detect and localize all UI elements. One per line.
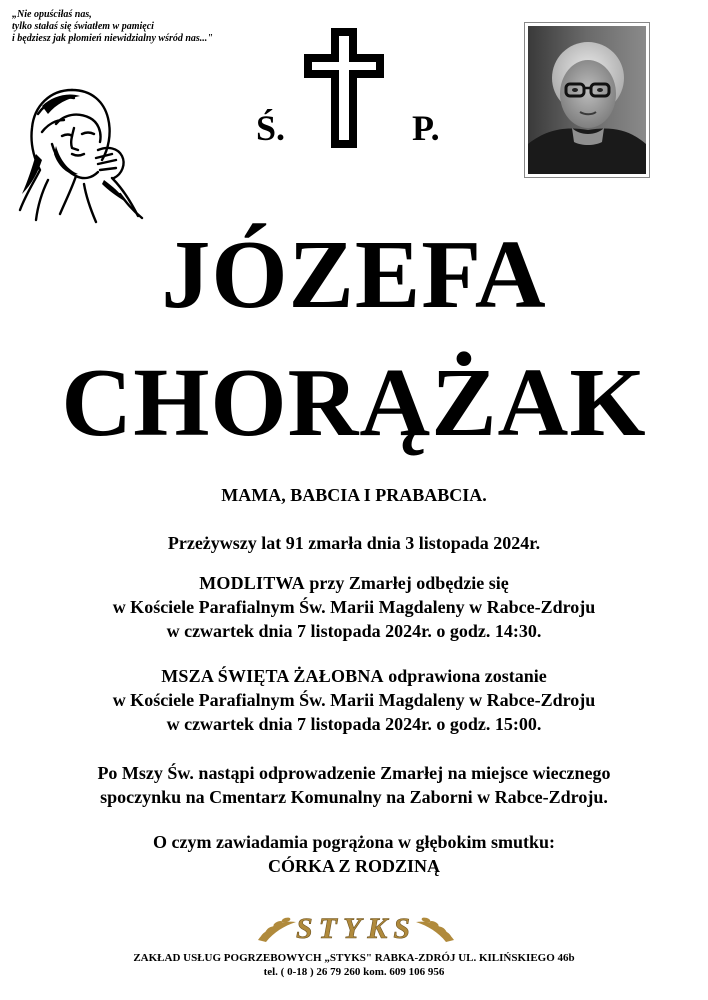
deceased-first-name: JÓZEFA <box>161 221 547 329</box>
mass-line-1-rest: odprawiona zostanie <box>383 666 547 686</box>
closing-line-1: O czym zawiadamia pogrążona w głębokim smutku: <box>153 832 555 852</box>
styks-logo <box>256 906 456 950</box>
burial-line-2: spoczynku na Cmentarz Komunalny na Zaborni w Rabce-Zdroju. <box>100 787 608 807</box>
mass-block <box>0 664 708 736</box>
relation-text: MAMA, BABCIA I PRABABCIA. <box>221 485 487 505</box>
mass-line-3: w czwartek dnia 7 listopada 2024r. o godz. 15:00. <box>166 714 542 734</box>
prayer-line-2: w Kościele Parafialnym Św. Marii Magdaleny w Rabce-Zdroju <box>112 597 596 617</box>
closing-block <box>0 830 708 878</box>
portrait-frame <box>524 22 650 178</box>
sp-left: Ś. <box>256 108 286 148</box>
quote-line: i będziesz jak płomień niewidzialny wśród nas..." <box>12 33 213 44</box>
prayer-line-1-rest: przy Zmarłej odbędzie się <box>304 573 509 593</box>
footer-line-1: ZAKŁAD USŁUG POGRZEBOWYCH „STYKS" RABKA-ZDRÓJ UL. KILIŃSKIEGO 46b <box>133 952 575 964</box>
praying-jesus-icon <box>12 84 150 228</box>
portrait-photo <box>528 26 646 174</box>
mass-line-2: w Kościele Parafialnym Św. Marii Magdaleny w Rabce-Zdroju <box>112 690 596 710</box>
death-info-text: Przeżywszy lat 91 zmarła dnia 3 listopada 2024r. <box>167 533 541 553</box>
footer-line-2: tel. ( 0-18 ) 26 79 260 kom. 609 106 956 <box>263 966 445 978</box>
memorial-quote <box>12 9 272 45</box>
burial-line-1: Po Mszy Św. nastąpi odprowadzenie Zmarłej na miejsce wiecznego <box>97 763 611 783</box>
burial-block <box>0 761 708 809</box>
relation-line <box>0 483 708 507</box>
mass-lead: MSZA ŚWIĘTA ŻAŁOBNA <box>161 666 384 686</box>
prayer-block <box>0 571 708 643</box>
closing-line-2: CÓRKA Z RODZINĄ <box>267 856 441 876</box>
sp-right: P. <box>412 108 440 148</box>
prayer-lead: MODLITWA <box>199 573 305 593</box>
styks-logo-text: STYKS <box>295 912 417 945</box>
death-info <box>0 531 708 555</box>
prayer-line-3: w czwartek dnia 7 listopada 2024r. o godz. 14:30. <box>166 621 542 641</box>
prayer-line-1 <box>0 571 708 595</box>
laurel-branch-icon <box>258 917 296 942</box>
deceased-last-name: CHORĄŻAK <box>61 349 647 457</box>
mass-line-1 <box>0 664 708 688</box>
laurel-branch-icon <box>416 917 454 942</box>
latin-cross-icon <box>304 28 384 148</box>
quote-line: „Nie opuściłaś nas, <box>12 9 92 20</box>
footer <box>0 951 708 979</box>
quote-line: tylko stałaś się światłem w pamięci <box>12 21 154 32</box>
